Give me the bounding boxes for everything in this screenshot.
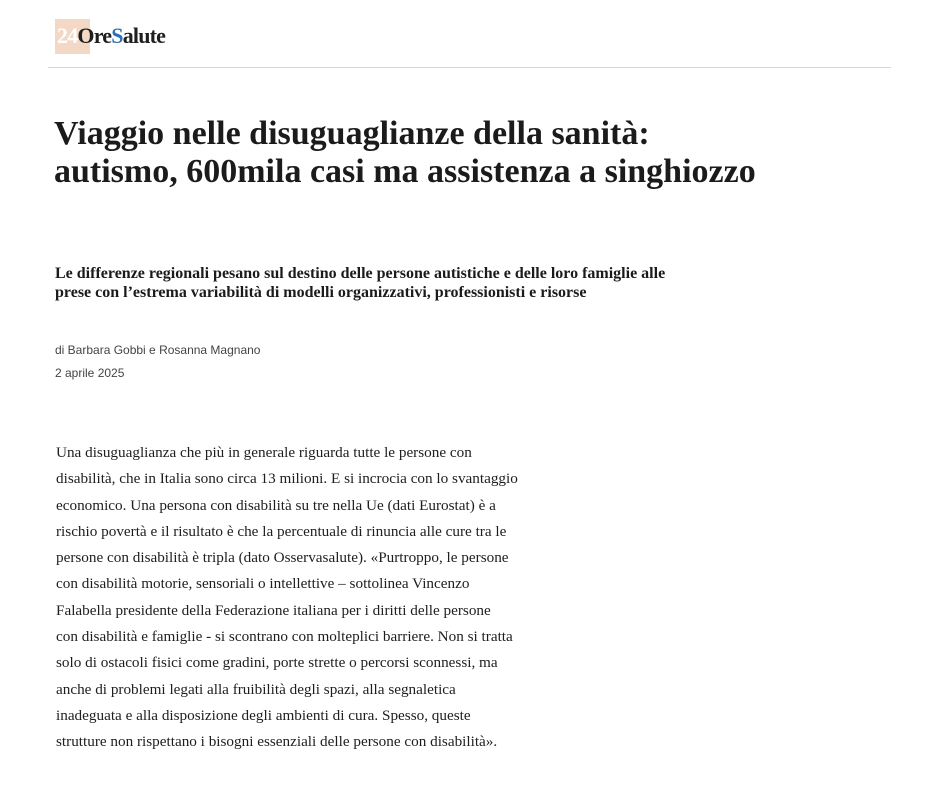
logo-number: 24 [57, 22, 78, 48]
logo-text-ore: Ore [77, 22, 112, 48]
body-line: disabilità, che in Italia sono circa 13 milioni. E si incrocia con lo svantaggio [56, 470, 518, 488]
body-line: strutture non rispettano i bisogni essenziali delle persone con disabilità». [56, 733, 498, 751]
body-line: economico. Una persona con disabilità su tre nella Ue (dati Eurostat) è a [56, 496, 496, 514]
body-line: inadeguata e alla disposizione degli ambienti di cura. Spesso, queste [56, 706, 471, 724]
body-line: persone con disabilità è tripla (dato Osservasalute). «Purtroppo, le persone [56, 549, 509, 567]
site-logo[interactable] [55, 19, 165, 52]
body-line: anche di problemi legati alla fruibilità degli spazi, alla segnaletica [56, 680, 456, 698]
article-byline: di Barbara Gobbi e Rosanna Magnano [55, 343, 261, 357]
body-line: Falabella presidente della Federazione italiana per i diritti delle persone [56, 601, 491, 619]
body-line: con disabilità e famiglie - si scontrano con molteplici barriere. Non si tratta [56, 628, 513, 646]
body-line: Una disuguaglianza che più in generale riguarda tutte le persone con [56, 444, 472, 461]
article-subtitle: Le differenze regionali pesano sul destino delle persone autistiche e delle loro famiglie alle prese con l’estrema variabilità di modelli organizzativi, professionisti e risorse [55, 265, 666, 301]
body-line: con disabilità motorie, sensoriali o intellettive – sottolinea Vincenzo [56, 575, 470, 593]
header-divider [48, 67, 891, 68]
body-line: solo di ostacoli fisici come gradini, porte strette o percorsi sconnessi, ma [56, 654, 498, 672]
article-title: Viaggio nelle disuguaglianze della sanità: autismo, 600mila casi ma assistenza a singhiozzo [54, 115, 756, 190]
logo-text-s: S [111, 22, 123, 48]
article-body [56, 440, 616, 756]
body-line: rischio povertà e il risultato è che la percentuale di rinuncia alle cure tra le [56, 522, 507, 540]
article-date: 2 aprile 2025 [55, 366, 125, 380]
logo-text-alute: alute [122, 22, 166, 48]
